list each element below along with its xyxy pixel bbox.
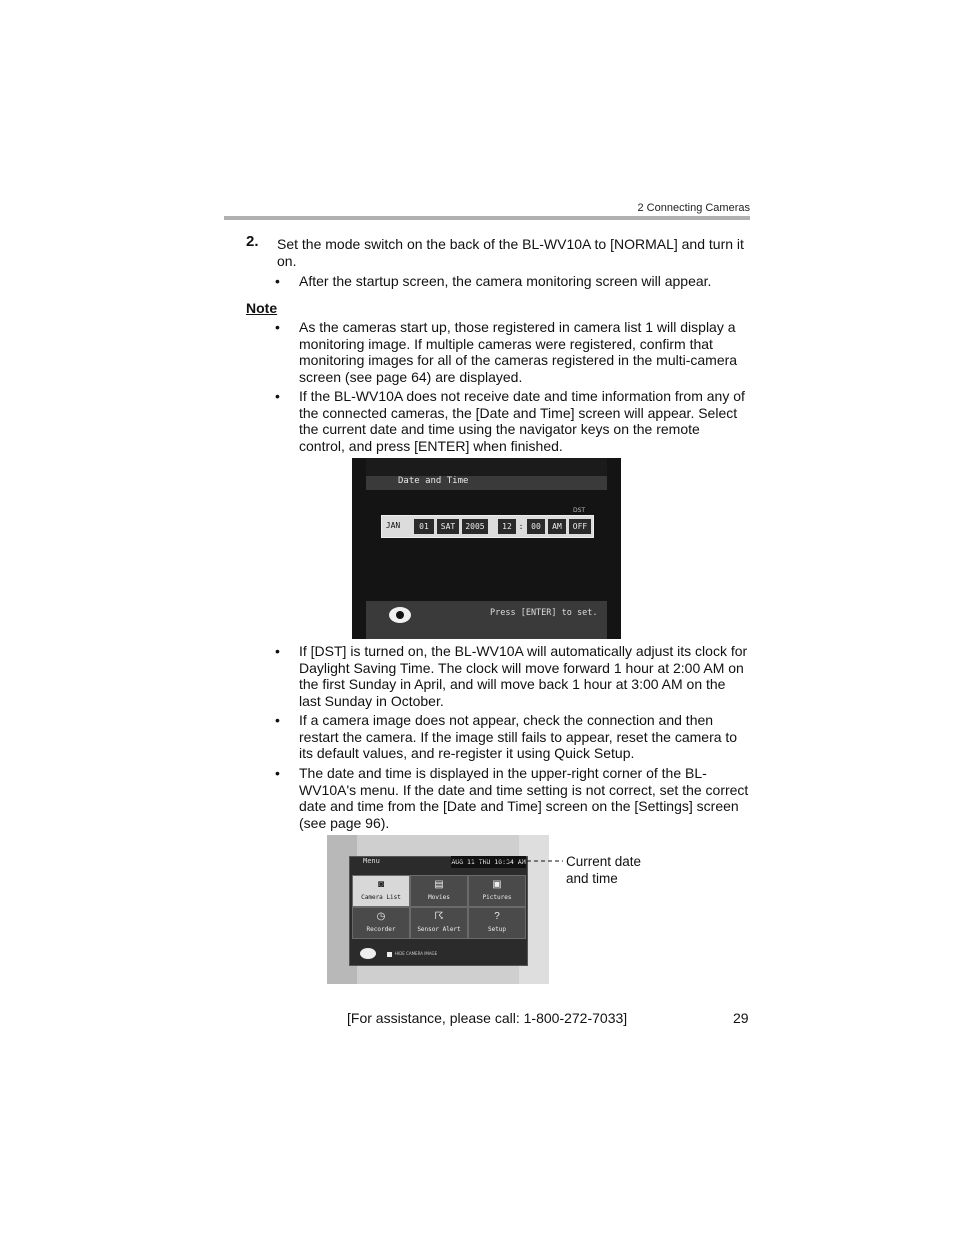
menu-clock: AUG 11 THU 10:34 AM <box>451 858 526 866</box>
callout-label <box>566 853 666 887</box>
step-number: 2. <box>246 233 259 250</box>
month-field[interactable]: JAN <box>385 517 401 535</box>
clock-icon: ◷ <box>376 911 386 922</box>
motion-icon: ☈ <box>434 911 444 922</box>
camera-icon: ◙ <box>377 879 385 890</box>
bullet-dot: • <box>275 273 280 289</box>
page-header <box>224 198 750 222</box>
bullet-text: As the cameras start up, those registered in camera list 1 will display a monitoring image. If multiple cameras were registered, confirm that monitoring images for all of the cameras registered in the multi-camera screen (see page 64) are displayed. <box>299 319 738 385</box>
camera-list-tile[interactable] <box>352 875 410 907</box>
weekday-field[interactable]: SAT <box>437 519 459 534</box>
ampm-field[interactable]: AM <box>548 519 566 534</box>
dst-label: DST <box>573 507 586 514</box>
section-title: 2 Connecting Cameras <box>637 202 750 214</box>
bullet-text: The date and time is displayed in the upper-right corner of the BL-WV10A's menu. If the date and time setting is not correct, set the correct date and time from the [Date and Time] screen on the [Settings] screen (see page 96). <box>299 765 749 831</box>
hour-field[interactable]: 12 <box>498 519 516 534</box>
assistance-text: [For assistance, please call: 1-800-272-7033] <box>347 1010 628 1026</box>
tile-label: Sensor Alert <box>417 926 461 933</box>
step-text: Set the mode switch on the back of the BL-WV10A to [NORMAL] and turn it on. <box>277 236 744 269</box>
tile-label: Camera List <box>361 894 401 901</box>
date-row <box>381 515 594 538</box>
time-colon: : <box>518 522 524 531</box>
tile-label: Movies <box>428 894 450 901</box>
note-bullet <box>275 712 749 762</box>
bullet-dot: • <box>275 319 280 335</box>
page-number: 29 <box>733 1010 749 1026</box>
bullet-text: After the startup screen, the camera monitoring screen will appear. <box>299 273 712 289</box>
note-bullet <box>275 643 749 709</box>
bullet-text: If a camera image does not appear, check the connection and then restart the camera. If the image still fails to appear, reset the camera to its default values, and re-register it using Quick Setup. <box>299 712 738 761</box>
step-bullet <box>275 273 749 291</box>
bullet-dot: • <box>275 388 280 404</box>
stop-icon <box>387 952 392 957</box>
setup-tile[interactable] <box>468 907 526 939</box>
day-field[interactable]: 01 <box>414 519 434 534</box>
bullet-text: If [DST] is turned on, the BL-WV10A will automatically adjust its clock for Daylight Saving Time. The clock will move forward 1 hour at 2:00 AM on the first Sunday in April, and will move back 1 hour at 3:00 AM on the last Sunday in October. <box>299 643 748 709</box>
date-time-screenshot <box>352 458 621 639</box>
dst-field[interactable]: OFF <box>569 519 591 534</box>
tile-label: Pictures <box>482 894 512 901</box>
pictures-tile[interactable] <box>468 875 526 907</box>
navigator-icon <box>389 607 411 623</box>
bullet-text: If the BL-WV10A does not receive date and time information from any of the connected cameras, the [Date and Time] screen will appear. Select the current date and time using the navigator keys on the remote control, and press [ENTER] when finished. <box>299 388 745 454</box>
setup-icon: ? <box>494 911 500 922</box>
hide-image-hint: HIDE CAMERA IMAGE <box>395 951 438 956</box>
tile-label: Setup <box>487 926 507 933</box>
note-bullet <box>275 319 749 385</box>
minute-field[interactable]: 00 <box>527 519 545 534</box>
screen-title: Date and Time <box>398 476 469 486</box>
picture-icon: ▣ <box>492 879 502 890</box>
menu-title: Menu <box>363 857 380 865</box>
note-bullet <box>275 765 749 831</box>
movies-tile[interactable] <box>410 875 468 907</box>
navigator-icon <box>360 948 376 959</box>
callout-line-1: Current date <box>566 854 642 869</box>
film-icon: ▤ <box>434 879 444 890</box>
note-heading: Note <box>246 300 278 316</box>
header-rule <box>224 216 750 220</box>
bullet-dot: • <box>275 643 280 659</box>
sensor-alert-tile[interactable] <box>410 907 468 939</box>
note-bullet <box>275 388 749 454</box>
callout-line-2: and time <box>566 871 618 886</box>
recorder-tile[interactable] <box>352 907 410 939</box>
callout-line <box>450 855 563 865</box>
bullet-dot: • <box>275 765 280 781</box>
year-field[interactable]: 2005 <box>462 519 488 534</box>
tile-label: Recorder <box>366 926 396 933</box>
bullet-dot: • <box>275 712 280 728</box>
enter-hint: Press [ENTER] to set. <box>490 608 598 618</box>
